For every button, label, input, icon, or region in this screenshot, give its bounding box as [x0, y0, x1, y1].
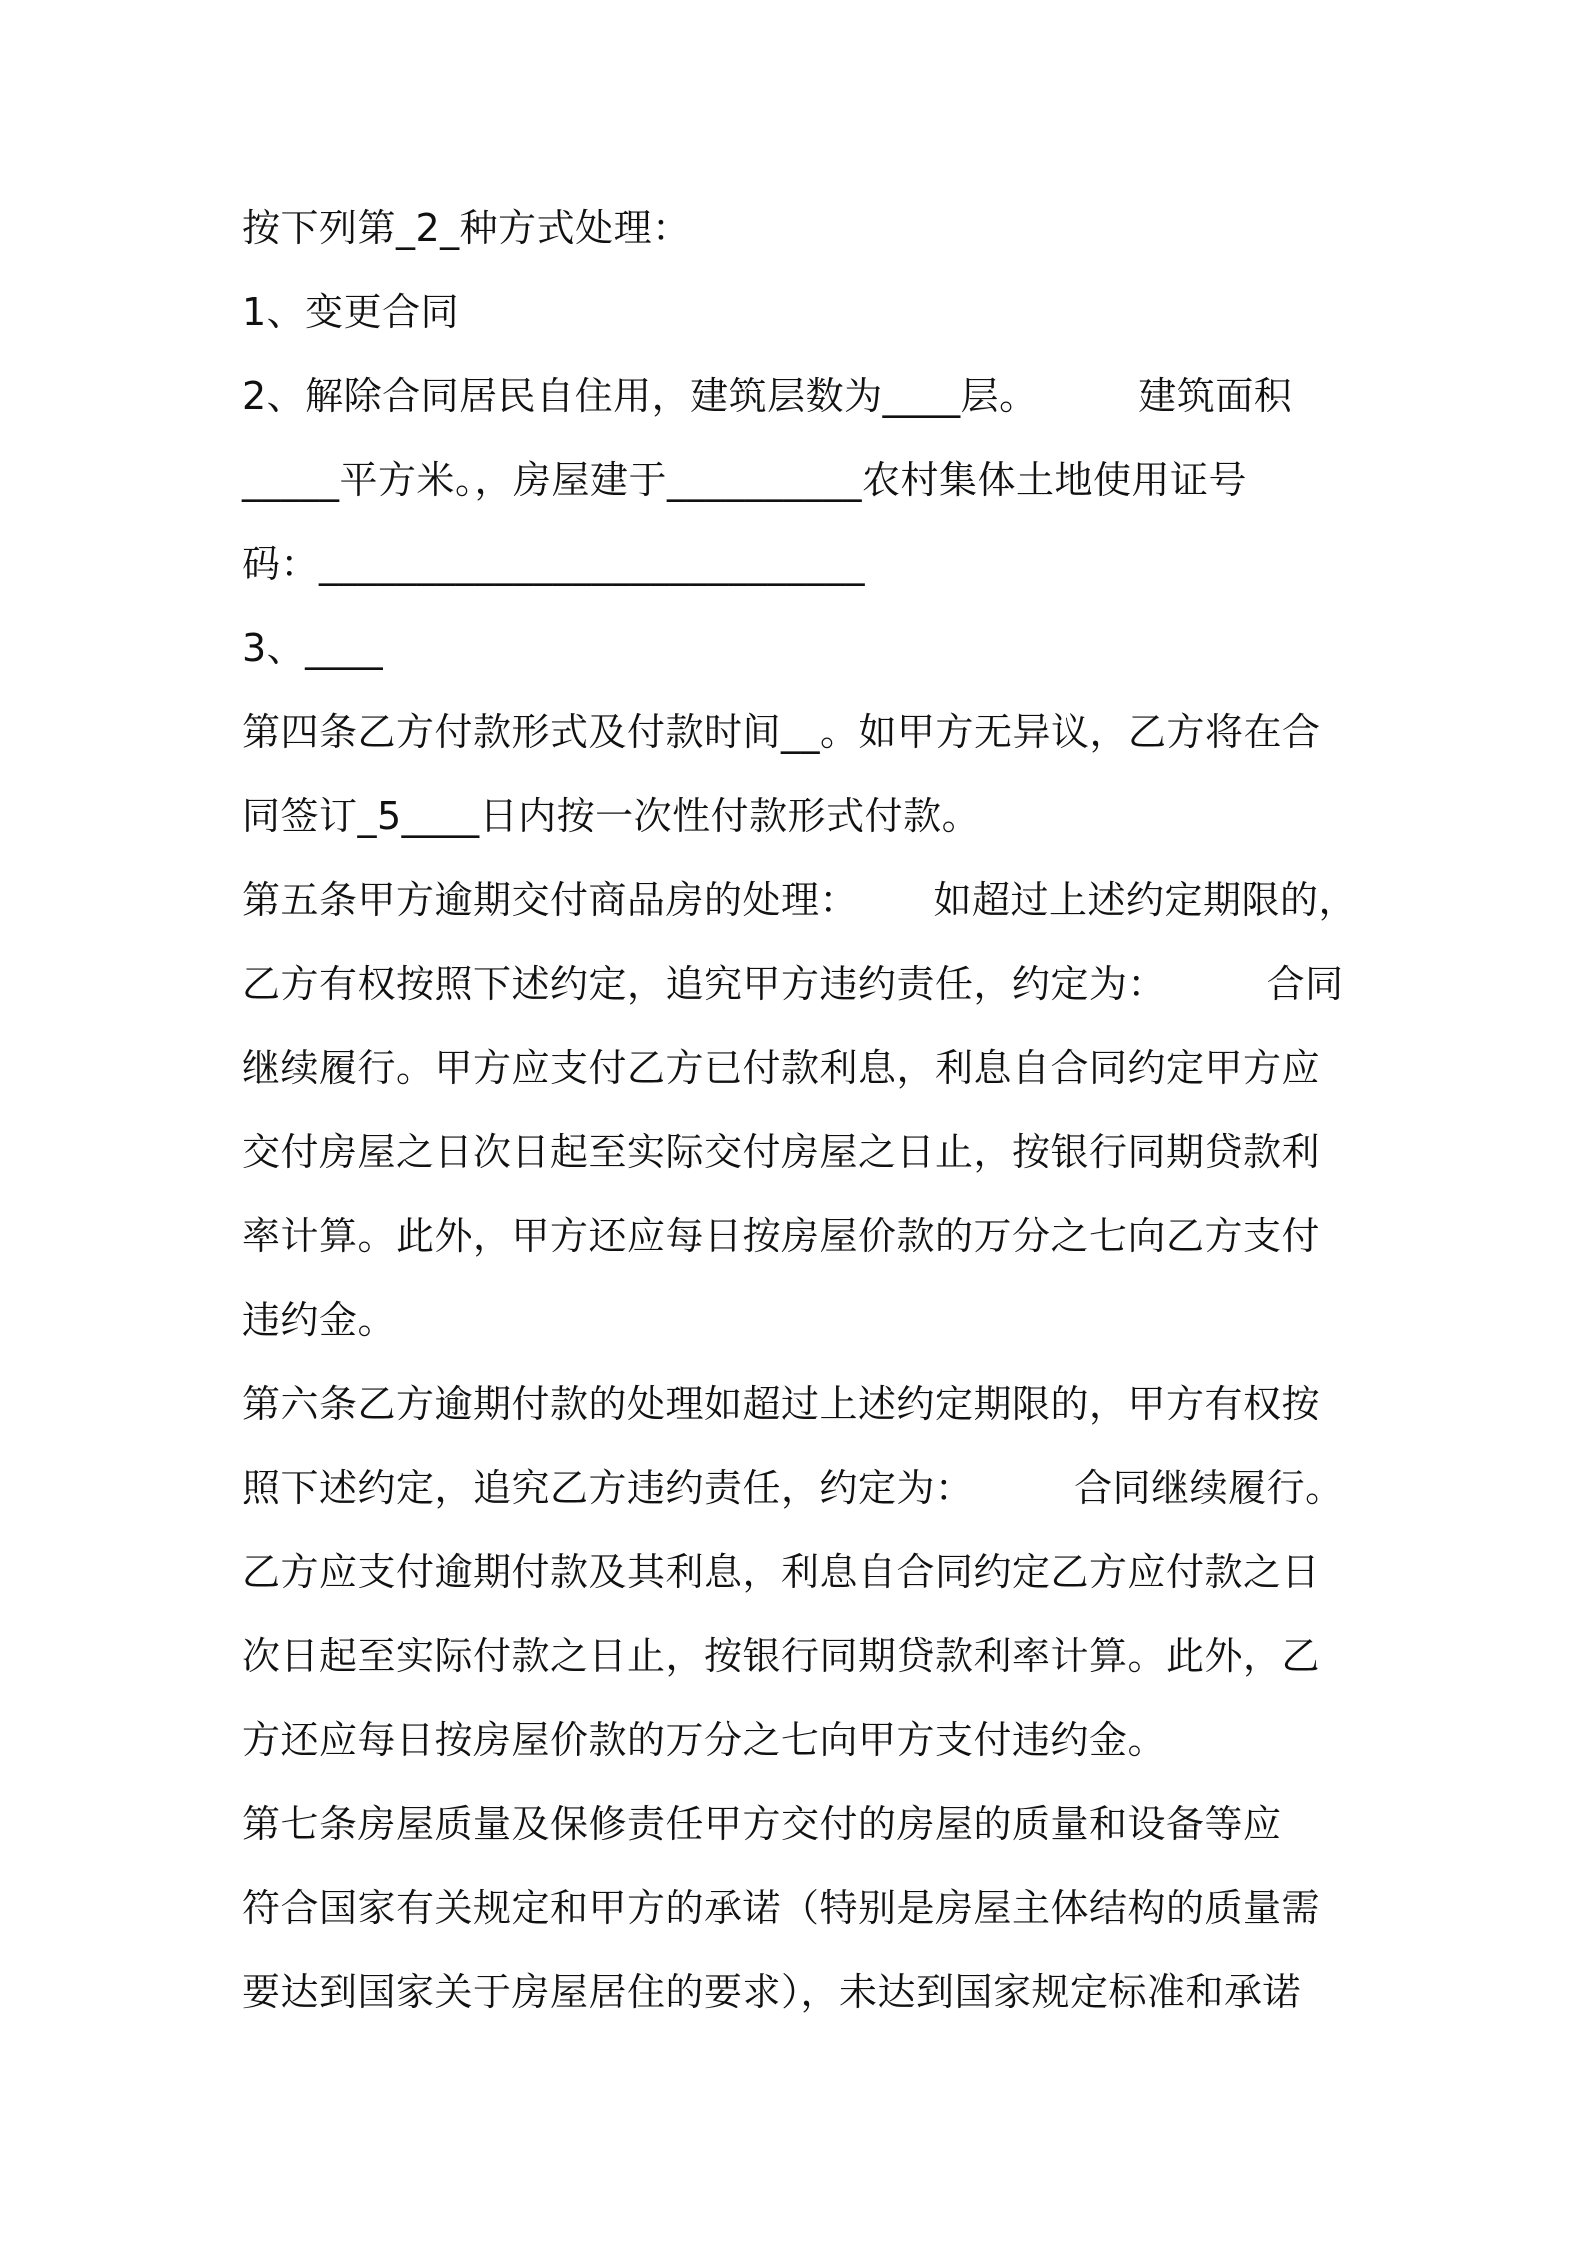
- text-line: 乙方应支付逾期付款及其利息，利息自合同约定乙方应付款之日: [242, 1550, 1321, 1594]
- text-line: 第五条甲方逾期交付商品房的处理： 如超过上述约定期限的，: [242, 878, 1357, 922]
- text-line: 次日起至实际付款之日止，按银行同期贷款利率计算。此外，乙: [242, 1634, 1321, 1678]
- text-line: 同签订_5____日内按一次性付款形式付款。: [242, 794, 981, 838]
- text-line: 方还应每日按房屋价款的万分之七向甲方支付违约金。: [242, 1718, 1167, 1762]
- text-line: 2、解除合同居民自住用，建筑层数为____层。 建筑面积: [242, 374, 1293, 418]
- text-line: 乙方有权按照下述约定，追究甲方违约责任，约定为： 合同: [242, 962, 1344, 1006]
- text-line: 3、____: [242, 626, 384, 670]
- text-line: 第四条乙方付款形式及付款时间__。如甲方无异议，乙方将在合: [242, 710, 1321, 754]
- text-line: 1、变更合同: [242, 290, 460, 334]
- text-line: 第六条乙方逾期付款的处理如超过上述约定期限的，甲方有权按: [242, 1382, 1321, 1426]
- text-line: 第七条房屋质量及保修责任甲方交付的房屋的质量和设备等应: [242, 1802, 1282, 1846]
- text-line: 照下述约定，追究乙方违约责任，约定为： 合同继续履行。: [242, 1466, 1344, 1510]
- text-line: _____平方米。，房屋建于__________农村集体土地使用证号: [242, 458, 1248, 502]
- text-line: 交付房屋之日次日起至实际交付房屋之日止，按银行同期贷款利: [242, 1130, 1321, 1174]
- text-line: 码：____________________________: [242, 542, 866, 586]
- text-line: 率计算。此外，甲方还应每日按房屋价款的万分之七向乙方支付: [242, 1214, 1321, 1258]
- text-line: 继续履行。甲方应支付乙方已付款利息，利息自合同约定甲方应: [242, 1046, 1321, 1090]
- text-line: 违约金。: [242, 1298, 397, 1342]
- text-line: 按下列第_2_种方式处理：: [242, 206, 691, 250]
- text-line: 符合国家有关规定和甲方的承诺（特别是房屋主体结构的质量需: [242, 1886, 1321, 1930]
- text-line: 要达到国家关于房屋居住的要求），未达到国家规定标准和承诺: [242, 1970, 1302, 2014]
